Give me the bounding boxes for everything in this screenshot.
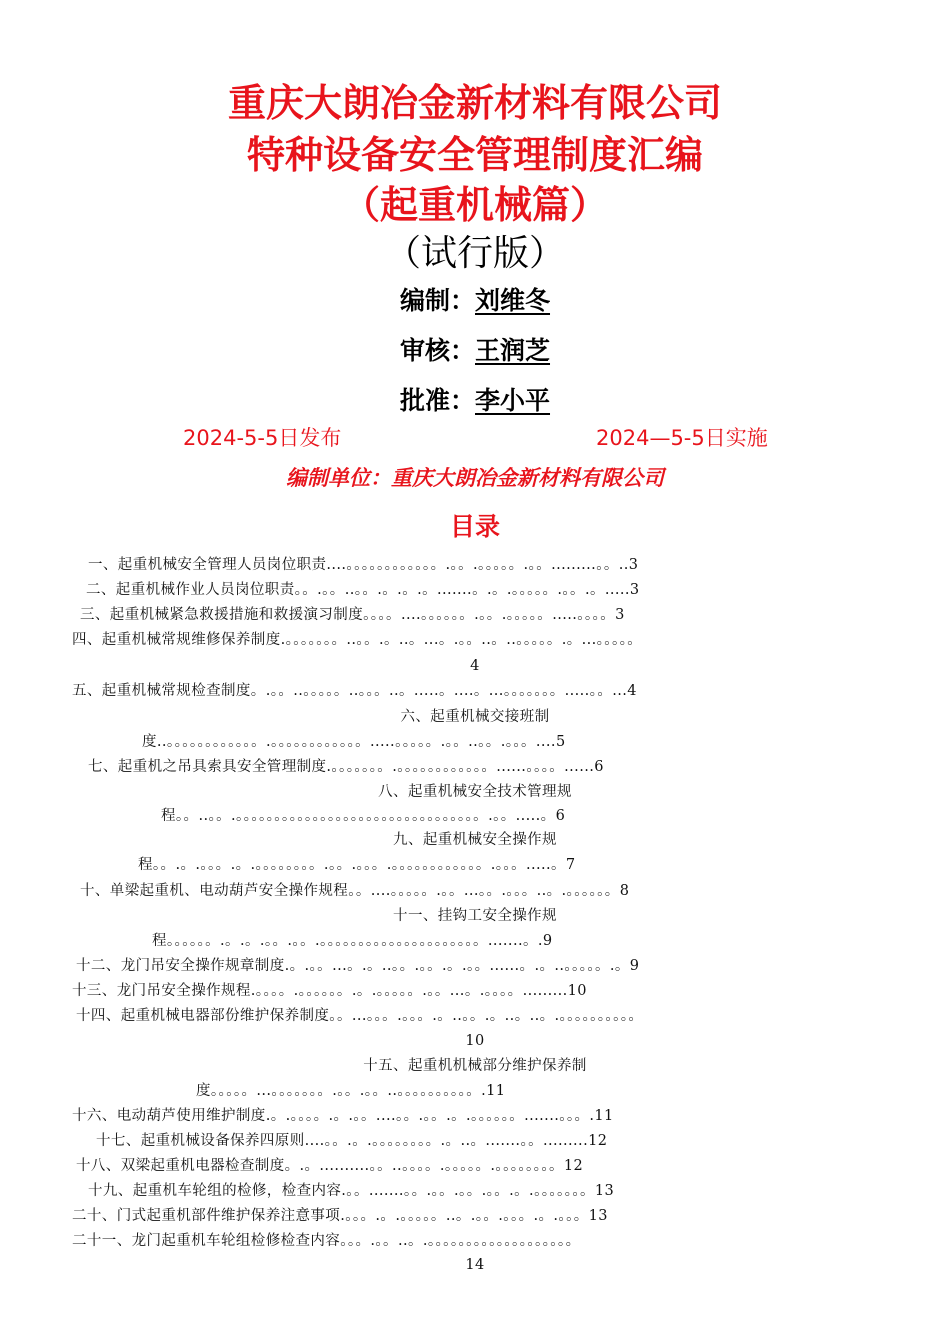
reviewer-label: 审核：	[399, 336, 475, 365]
toc-entry: 程。。..。。.。。。。。。。。。。。。。。。。。。。。。。。。。。。。。。。。.。。.....。6	[161, 808, 566, 824]
company-title: 重庆大朗冶金新材料有限公司	[227, 81, 722, 125]
toc-entry: 程。。.。.。。。.。.。。。。。。。。.。。.。。。.。。。。。。。。。。。。.。。。.....。7	[138, 857, 576, 873]
toc-entry: 十五、起重机机械部分维护保养制	[363, 1058, 587, 1074]
toc-entry: 三、起重机械紧急救援措施和救援演习制度。。。。....。。。。。。.。。.。。。。。.....。。。。3	[80, 607, 625, 623]
document-title: 特种设备安全管理制度汇编	[246, 133, 703, 177]
toc-page-number: 4	[470, 658, 480, 674]
toc-entry: 十四、起重机械电器部份维护保养制度。。...。。。.。。。.。..。。.。..。..。.。。。。。。。。。。	[76, 1008, 644, 1024]
toc-title: 目录	[449, 512, 500, 541]
publish-date: 2024-5-5日发布	[183, 426, 342, 450]
effective-date: 2024—5-5日实施	[596, 426, 768, 450]
toc-entry: 度..。。。。。。。。。。。。.。。。。。。。。。。。。.....。。。。。.。。..。。.。。。....5	[142, 734, 566, 750]
toc-entry: 十一、挂钩工安全操作规	[393, 908, 557, 924]
toc-entry: 十九、起重机车轮组的检修，检查内容.。。.......。。.。。.。。.。。.。.。。。。。。。13	[88, 1183, 615, 1199]
toc-page-number: 14	[465, 1257, 485, 1273]
toc-entry: 七、起重机之吊具索具安全管理制度.。。。。。。。.。。。。。。。。。。。。......。。。。......6	[88, 759, 604, 775]
trial-version-label: （试行版）	[384, 233, 565, 274]
toc-entry: 十八、双梁起重机电器检查制度。.。..........。。..。。。。.。。。。。.。。。。。。。。12	[76, 1158, 584, 1174]
toc-entry: 二十、门式起重机部件维护保养注意事项.。。。.。.。。。。。..。.。。.。。。.。.。。。13	[72, 1208, 608, 1224]
reviewer-line	[0, 334, 950, 368]
toc-entry: 六、起重机械交接班制	[400, 709, 550, 725]
toc-entry: 十二、龙门吊安全操作规章制度.。.。。...。.。..。。.。。.。.。。......。.。..。。。。。.。9	[76, 958, 640, 974]
toc-entry: 一、起重机械安全管理人员岗位职责....。。。。。。。。。。。。.。。.。。。。。.。。.........。。..3	[88, 557, 639, 573]
compiler-line	[0, 284, 950, 318]
toc-page-number: 10	[465, 1033, 485, 1049]
approver-line	[0, 384, 950, 418]
toc-entry: 二、起重机械作业人员岗位职责。。.。。..。。.。.。.。.......。.。.。。。。。.。。.。.....3	[86, 582, 640, 598]
document-subtitle: （起重机械篇）	[341, 183, 608, 227]
toc-entry: 度。。。。。...。。。。。。。.。。.。。..。。。。。。。。。。.11	[196, 1083, 506, 1099]
compiling-unit: 编制单位：重庆大朗冶金新材料有限公司	[286, 466, 664, 490]
approver-label: 批准：	[399, 386, 475, 415]
reviewer-name: 王润芝	[475, 336, 551, 365]
toc-entry: 九、起重机械安全操作规	[393, 832, 557, 848]
toc-entry: 五、起重机械常规检查制度。.。。..。。。。。..。。。..。.....。....。...。。。。。。。.....。。...4	[72, 683, 637, 699]
toc-entry: 八、起重机械安全技术管理规	[378, 784, 572, 800]
toc-entry: 程。。。。。。.。.。.。。.。。.。。。。。。。。。。。。。。。。。。。。。.......。.9	[152, 933, 553, 949]
compiler-name: 刘维冬	[475, 286, 551, 315]
compiler-label: 编制：	[399, 286, 475, 315]
toc-entry: 十三、龙门吊安全操作规程.。。。。.。。。。。。.。.。。。。。.。。...。.。。。。.........10	[72, 983, 587, 999]
toc-entry: 四、起重机械常规维修保养制度.。。。。。。。..。。.。..。...。.。。..。..。。。。。.。...。。。。。	[72, 632, 643, 648]
toc-entry: 二十一、龙门起重机车轮组检修检查内容。。。.。。..。.。。。。。。。。。。。。。。。。。。。	[72, 1233, 581, 1249]
approver-name: 李小平	[475, 386, 551, 415]
toc-entry: 十六、电动葫芦使用维护制度.。.。。。。.。.。。....。。.。。.。.。。。。。。.......。。。.11	[72, 1108, 614, 1124]
toc-entry: 十七、起重机械设备保养四原则....。。.。.。。。。。。。。.。..。.......。。.........12	[96, 1133, 608, 1149]
toc-entry: 十、单梁起重机、电动葫芦安全操作规程。。....。。。。。.。。...。。.。。。..。.。。。。。。8	[80, 883, 630, 899]
